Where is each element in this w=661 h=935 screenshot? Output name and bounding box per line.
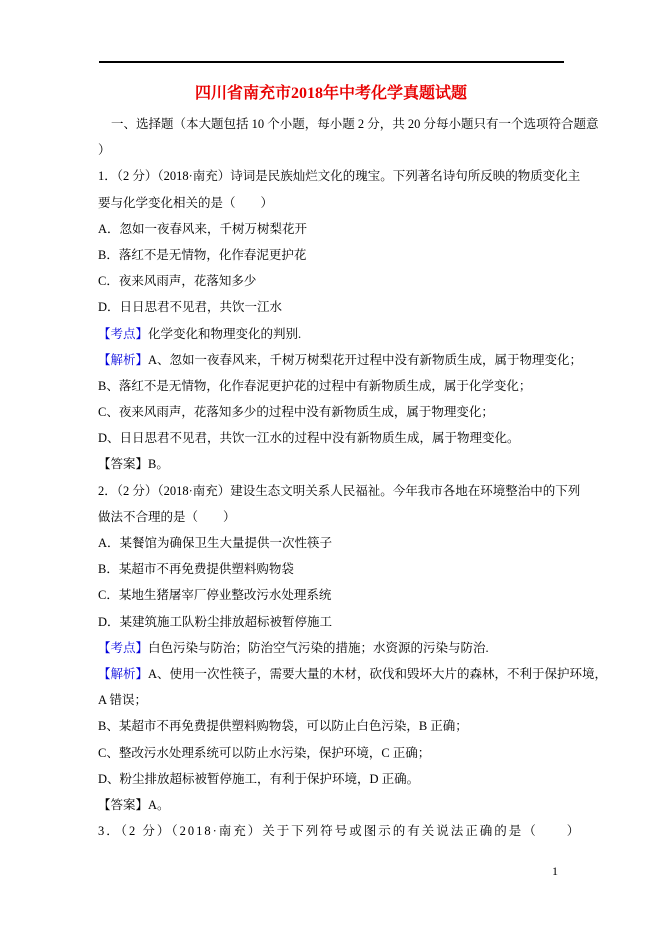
text-segment: C、夜来风雨声，花落知多少的过程中没有新物质生成，属于物理变化； bbox=[98, 405, 494, 420]
text-line bbox=[98, 137, 564, 163]
text-segment: C．某地生猪屠宰厂停业整改污水处理系统 bbox=[98, 588, 332, 603]
section-label: 【考点】 bbox=[98, 640, 149, 655]
text-segment: 要与化学变化相关的是（ ） bbox=[98, 195, 274, 210]
text-segment: D、日日思君不见君，共饮一江水的过程中没有新物质生成，属于物理变化。 bbox=[98, 431, 520, 446]
text-line bbox=[98, 530, 564, 556]
text-line bbox=[98, 504, 564, 530]
text-line bbox=[98, 268, 564, 294]
text-segment: 2．（2 分）（2018·南充）建设生态文明关系人民福祉。今年我市各地在环境整治中的下列 bbox=[98, 483, 581, 498]
text-line bbox=[98, 216, 564, 242]
text-segment: C、整改污水处理系统可以防止水污染，保护环境，C 正确； bbox=[98, 745, 431, 760]
text-segment: 做法不合理的是（ ） bbox=[98, 509, 236, 524]
text-line bbox=[98, 321, 564, 347]
section-label: 【考点】 bbox=[98, 326, 149, 341]
text-line bbox=[98, 347, 583, 373]
text-segment: B、落红不是无情物，化作春泥更护花的过程中有新物质生成，属于化学变化； bbox=[98, 378, 532, 393]
text-line bbox=[98, 556, 564, 582]
text-segment: ） bbox=[98, 143, 111, 158]
text-segment: B．某超市不再免费提供塑料购物袋 bbox=[98, 562, 294, 577]
header-divider bbox=[99, 61, 564, 63]
text-line bbox=[98, 792, 564, 818]
text-line bbox=[98, 425, 564, 451]
text-segment: D．日日思君不见君，共饮一江水 bbox=[98, 300, 283, 315]
text-segment: A、使用一次性筷子，需要大量的木材，砍伐和毁坏大片的森林，不利于保护环境， bbox=[148, 666, 608, 681]
text-line bbox=[98, 242, 564, 268]
text-line bbox=[98, 635, 564, 661]
text-line bbox=[98, 163, 581, 189]
document-title: 四川省南充市2018年中考化学真题试题 bbox=[194, 85, 467, 102]
text-segment: B．落红不是无情物，化作春泥更护花 bbox=[98, 247, 307, 262]
text-segment: 一、选择题（本大题包括 10 个小题，每小题 2 分，共 20 分每小题只有一个选项符合题意 bbox=[111, 117, 599, 131]
text-segment: A 错误； bbox=[98, 693, 147, 708]
text-segment: 【答案】B。 bbox=[98, 457, 169, 472]
text-line bbox=[98, 451, 564, 477]
text-line bbox=[98, 294, 564, 320]
text-line bbox=[98, 609, 564, 635]
text-line bbox=[98, 399, 564, 425]
text-segment: B、某超市不再免费提供塑料购物袋，可以防止白色污染，B 正确； bbox=[98, 719, 468, 734]
text-line bbox=[98, 478, 581, 504]
text-line bbox=[98, 190, 564, 216]
text-line bbox=[98, 766, 564, 792]
text-segment: D．某建筑施工队粉尘排放超标被暂停施工 bbox=[98, 614, 333, 629]
text-segment: 1．（2 分）（2018·南充）诗词是民族灿烂文化的瑰宝。下列著名诗句所反映的物质变化主 bbox=[98, 169, 581, 184]
text-line bbox=[98, 661, 608, 687]
text-segment: A．忽如一夜春风来，千树万树梨花开 bbox=[98, 221, 308, 236]
text-segment: D、粉尘排放超标被暂停施工，有利于保护环境，D 正确。 bbox=[98, 771, 420, 786]
section-label: 【解析】 bbox=[98, 352, 149, 367]
text-segment: 白色污染与防治；防治空气污染的措施；水资源的污染与防治. bbox=[148, 640, 489, 655]
text-segment: A、忽如一夜春风来，千树万树梨花开过程中没有新物质生成，属于物理变化； bbox=[148, 352, 583, 367]
text-segment: 化学变化和物理变化的判别. bbox=[148, 326, 302, 341]
text-line bbox=[98, 373, 564, 399]
text-segment: 3．（2 分）（2018·南充）关于下列符号或图示的有关说法正确的是（ ） bbox=[98, 824, 582, 839]
text-line bbox=[98, 687, 564, 713]
text-segment: C．夜来风雨声，花落知多少 bbox=[98, 274, 257, 289]
page-number: 1 bbox=[552, 864, 558, 878]
text-segment: A．某餐馆为确保卫生大量提供一次性筷子 bbox=[98, 536, 333, 550]
text-line bbox=[98, 111, 599, 137]
text-line bbox=[98, 713, 564, 739]
document-body bbox=[98, 111, 608, 844]
text-segment: 【答案】A。 bbox=[98, 797, 170, 812]
text-line bbox=[98, 582, 564, 608]
section-label: 【解析】 bbox=[98, 666, 149, 681]
text-line bbox=[98, 818, 582, 844]
text-line bbox=[98, 740, 564, 766]
